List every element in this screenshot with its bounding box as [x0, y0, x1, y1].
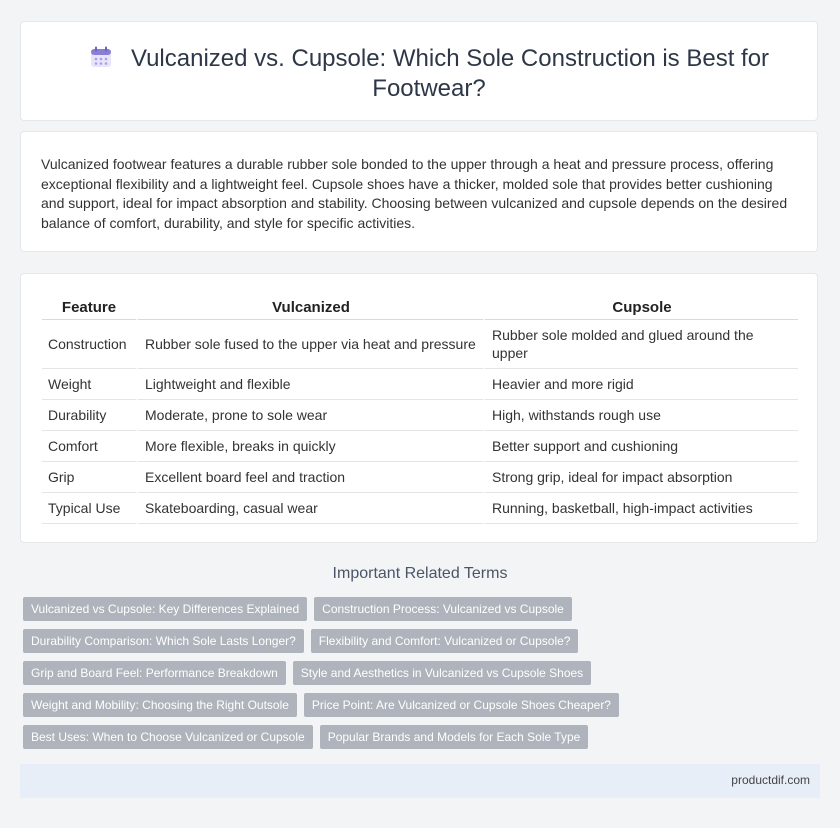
table-row	[42, 320, 798, 369]
footer	[20, 764, 820, 798]
related-term-tag[interactable]: Vulcanized vs Cupsole: Key Differences Explained	[23, 597, 307, 621]
cupsole-cell: Better support and cushioning	[483, 431, 798, 462]
page-title-wrap	[81, 44, 777, 104]
related-term-tag[interactable]: Durability Comparison: Which Sole Lasts Longer?	[23, 629, 304, 653]
cupsole-cell: Heavier and more rigid	[483, 369, 798, 400]
feature-cell: Construction	[42, 320, 136, 369]
related-term-tag[interactable]: Flexibility and Comfort: Vulcanized or Cupsole?	[311, 629, 579, 653]
feature-cell: Grip	[42, 462, 136, 493]
feature-cell: Typical Use	[42, 493, 136, 524]
vulcanized-cell: Lightweight and flexible	[136, 369, 483, 400]
cupsole-cell: Strong grip, ideal for impact absorption	[483, 462, 798, 493]
comparison-table-card	[20, 273, 818, 543]
feature-cell: Weight	[42, 369, 136, 400]
vulcanized-cell: Moderate, prone to sole wear	[136, 400, 483, 431]
related-term-tag[interactable]: Price Point: Are Vulcanized or Cupsole Shoes Cheaper?	[304, 693, 619, 717]
related-term-tag[interactable]: Construction Process: Vulcanized vs Cupsole	[314, 597, 572, 621]
feature-cell: Comfort	[42, 431, 136, 462]
related-terms-title: Important Related Terms	[332, 565, 508, 582]
comparison-table	[42, 295, 798, 524]
header-cupsole: Cupsole	[483, 295, 798, 320]
related-term-tag[interactable]: Best Uses: When to Choose Vulcanized or Cupsole	[23, 725, 313, 749]
table-row	[42, 431, 798, 462]
vulcanized-cell: Skateboarding, casual wear	[136, 493, 483, 524]
feature-cell: Durability	[42, 400, 136, 431]
footer-site-link[interactable]: productdif.com	[731, 773, 810, 787]
cupsole-cell: Running, basketball, high-impact activities	[483, 493, 798, 524]
related-term-tag[interactable]: Grip and Board Feel: Performance Breakdown	[23, 661, 286, 685]
vulcanized-cell: More flexible, breaks in quickly	[136, 431, 483, 462]
intro-card	[20, 131, 818, 252]
page-title: Vulcanized vs. Cupsole: Which Sole Construction is Best for Footwear?	[130, 45, 770, 102]
related-terms-list	[23, 597, 803, 757]
related-term-tag[interactable]: Style and Aesthetics in Vulcanized vs Cupsole Shoes	[293, 661, 591, 685]
table-row	[42, 493, 798, 524]
header-vulcanized: Vulcanized	[136, 295, 483, 320]
cupsole-cell: Rubber sole molded and glued around the upper	[483, 320, 798, 369]
related-term-tag[interactable]: Popular Brands and Models for Each Sole Type	[320, 725, 589, 749]
title-card	[20, 21, 818, 121]
cupsole-cell: High, withstands rough use	[483, 400, 798, 431]
calendar-icon	[89, 45, 113, 69]
table-row	[42, 369, 798, 400]
related-term-tag[interactable]: Weight and Mobility: Choosing the Right Outsole	[23, 693, 297, 717]
table-row	[42, 400, 798, 431]
table-row	[42, 462, 798, 493]
table-header-row	[42, 295, 798, 320]
vulcanized-cell: Excellent board feel and traction	[136, 462, 483, 493]
header-feature: Feature	[42, 295, 136, 320]
vulcanized-cell: Rubber sole fused to the upper via heat and pressure	[136, 320, 483, 369]
intro-paragraph: Vulcanized footwear features a durable rubber sole bonded to the upper through a heat and pressure process, offering exceptional flexibility and a lightweight feel. Cupsole shoes have a thicker, molded sole that provides better cushioning and support, ideal for impact absorption and stability. Choosing between vulcanized and cupsole depends on the desired balance of comfort, durability, and style for specific activities.	[41, 156, 788, 231]
